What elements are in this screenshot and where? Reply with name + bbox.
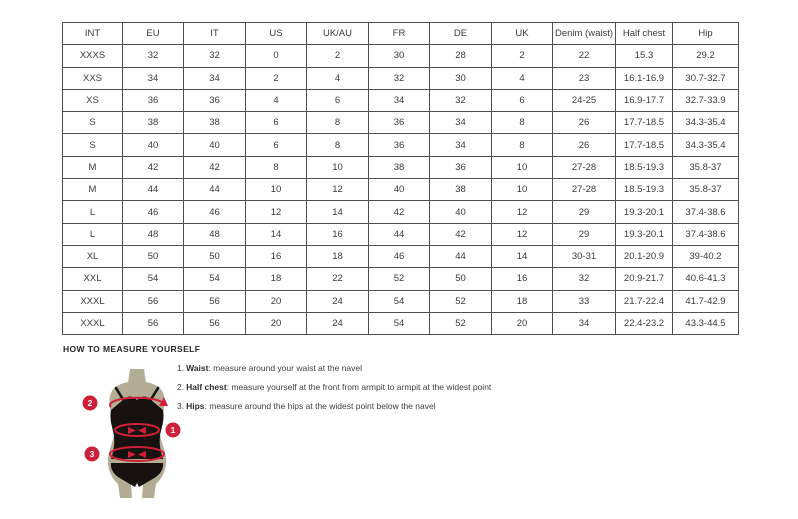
step-text: : measure around the hips at the widest point below the navel — [204, 401, 436, 411]
table-cell: 22 — [553, 45, 616, 67]
table-cell: 24 — [307, 290, 369, 312]
table-cell: XS — [63, 89, 123, 111]
step-number: 3. — [177, 401, 185, 411]
table-cell: 2 — [307, 45, 369, 67]
table-cell: 2 — [246, 67, 307, 89]
table-cell: 50 — [430, 268, 492, 290]
table-cell: 42 — [430, 223, 492, 245]
table-cell: 10 — [307, 156, 369, 178]
table-cell: 6 — [492, 89, 553, 111]
table-cell: 54 — [369, 312, 430, 334]
badge-hips-number: 3 — [89, 449, 95, 459]
table-cell: 12 — [492, 223, 553, 245]
table-cell: 28 — [430, 45, 492, 67]
table-cell: 39-40.2 — [673, 245, 739, 267]
badge-waist-number: 1 — [170, 425, 176, 435]
table-cell: 20 — [246, 290, 307, 312]
step-number: 2. — [177, 382, 185, 392]
size-chart-body — [63, 45, 739, 335]
table-cell: 10 — [492, 156, 553, 178]
table-cell: 26 — [553, 134, 616, 156]
table-cell: 42 — [184, 156, 246, 178]
table-cell: 12 — [492, 201, 553, 223]
column-header: IT — [184, 23, 246, 45]
table-cell: 38 — [184, 112, 246, 134]
table-cell: 2 — [492, 45, 553, 67]
table-cell: 19.3-20.1 — [616, 223, 673, 245]
table-cell: 23 — [553, 67, 616, 89]
table-cell: 36 — [430, 156, 492, 178]
table-cell: 52 — [430, 290, 492, 312]
table-cell: 20 — [492, 312, 553, 334]
step-text: : measure yourself at the front from armpit to armpit at the widest point — [226, 382, 492, 392]
table-cell: 34 — [184, 67, 246, 89]
table-cell: S — [63, 134, 123, 156]
table-cell: 34 — [430, 134, 492, 156]
column-header: UK — [492, 23, 553, 45]
table-row — [63, 45, 739, 67]
table-cell: 18 — [246, 268, 307, 290]
table-cell: 34 — [123, 67, 184, 89]
table-cell: 17.7-18.5 — [616, 134, 673, 156]
step-label: Half chest — [186, 382, 227, 392]
table-cell: 16 — [492, 268, 553, 290]
table-cell: 38 — [430, 179, 492, 201]
table-cell: 46 — [184, 201, 246, 223]
table-cell: 6 — [307, 89, 369, 111]
table-cell: M — [63, 179, 123, 201]
table-cell: 24 — [307, 312, 369, 334]
table-cell: 44 — [184, 179, 246, 201]
table-cell: 38 — [369, 156, 430, 178]
column-header: INT — [63, 23, 123, 45]
table-row — [63, 179, 739, 201]
step-text: : measure around your waist at the navel — [208, 363, 363, 373]
table-cell: 4 — [307, 67, 369, 89]
table-cell: 48 — [123, 223, 184, 245]
table-cell: 24-25 — [553, 89, 616, 111]
table-cell: 22 — [307, 268, 369, 290]
table-cell: 16.9-17.7 — [616, 89, 673, 111]
table-cell: 32 — [184, 45, 246, 67]
table-cell: 32 — [430, 89, 492, 111]
table-cell: 35.8-37 — [673, 156, 739, 178]
table-cell: 18.5-19.3 — [616, 156, 673, 178]
table-cell: 40 — [123, 134, 184, 156]
table-cell: 34.3-35.4 — [673, 134, 739, 156]
table-cell: 34 — [430, 112, 492, 134]
table-cell: 52 — [430, 312, 492, 334]
column-header: Hip — [673, 23, 739, 45]
table-cell: 40 — [369, 179, 430, 201]
table-cell: 14 — [492, 245, 553, 267]
table-cell: 8 — [492, 112, 553, 134]
table-cell: 30-31 — [553, 245, 616, 267]
table-cell: 12 — [307, 179, 369, 201]
table-cell: 6 — [246, 112, 307, 134]
table-cell: 46 — [123, 201, 184, 223]
table-cell: XXXL — [63, 312, 123, 334]
table-cell: 29 — [553, 223, 616, 245]
column-header: Half chest — [616, 23, 673, 45]
table-cell: 30.7-32.7 — [673, 67, 739, 89]
table-cell: 30 — [369, 45, 430, 67]
table-cell: 4 — [246, 89, 307, 111]
table-cell: 50 — [123, 245, 184, 267]
step-label: Hips — [186, 401, 205, 411]
measure-heading: HOW TO MEASURE YOURSELF — [63, 344, 201, 354]
table-cell: S — [63, 112, 123, 134]
table-cell: 54 — [123, 268, 184, 290]
table-cell: 54 — [369, 290, 430, 312]
table-cell: 14 — [307, 201, 369, 223]
table-cell: 37.4-38.6 — [673, 201, 739, 223]
table-cell: XL — [63, 245, 123, 267]
table-row — [63, 268, 739, 290]
table-cell: 16 — [246, 245, 307, 267]
table-row — [63, 223, 739, 245]
table-cell: 56 — [123, 290, 184, 312]
table-cell: 35.8-37 — [673, 179, 739, 201]
table-cell: 27-28 — [553, 156, 616, 178]
table-cell: 40.6-41.3 — [673, 268, 739, 290]
table-row — [63, 201, 739, 223]
table-cell: 37.4-38.6 — [673, 223, 739, 245]
column-header: UK/AU — [307, 23, 369, 45]
table-cell: 36 — [369, 134, 430, 156]
table-row — [63, 89, 739, 111]
table-cell: 44 — [123, 179, 184, 201]
table-cell: 34 — [369, 89, 430, 111]
badge-chest — [83, 396, 98, 411]
badge-hips — [85, 447, 100, 462]
table-cell: XXXL — [63, 290, 123, 312]
table-cell: 48 — [184, 223, 246, 245]
table-cell: 18.5-19.3 — [616, 179, 673, 201]
table-cell: 16.1-16.9 — [616, 67, 673, 89]
size-chart-header-row — [63, 23, 739, 45]
table-cell: 22.4-23.2 — [616, 312, 673, 334]
measure-step — [177, 382, 507, 392]
table-cell: 16 — [307, 223, 369, 245]
table-cell: 21.7-22.4 — [616, 290, 673, 312]
table-cell: 38 — [123, 112, 184, 134]
table-cell: 0 — [246, 45, 307, 67]
table-cell: 56 — [184, 312, 246, 334]
table-row — [63, 156, 739, 178]
table-cell: 46 — [369, 245, 430, 267]
table-cell: 20.9-21.7 — [616, 268, 673, 290]
table-cell: XXS — [63, 67, 123, 89]
table-cell: 34.3-35.4 — [673, 112, 739, 134]
table-cell: 14 — [246, 223, 307, 245]
table-cell: 27-28 — [553, 179, 616, 201]
table-cell: 20.1-20.9 — [616, 245, 673, 267]
table-cell: 8 — [307, 134, 369, 156]
table-row — [63, 112, 739, 134]
table-cell: 17.7-18.5 — [616, 112, 673, 134]
table-cell: 36 — [184, 89, 246, 111]
table-cell: 29.2 — [673, 45, 739, 67]
table-cell: 56 — [184, 290, 246, 312]
table-row — [63, 67, 739, 89]
table-row — [63, 134, 739, 156]
table-cell: 8 — [307, 112, 369, 134]
table-cell: 44 — [430, 245, 492, 267]
table-cell: 32 — [553, 268, 616, 290]
table-cell: 29 — [553, 201, 616, 223]
table-cell: 30 — [430, 67, 492, 89]
column-header: US — [246, 23, 307, 45]
table-cell: L — [63, 223, 123, 245]
badge-waist — [166, 423, 181, 438]
table-cell: 10 — [246, 179, 307, 201]
table-cell: 18 — [307, 245, 369, 267]
table-cell: 40 — [184, 134, 246, 156]
table-cell: 34 — [553, 312, 616, 334]
table-cell: L — [63, 201, 123, 223]
table-cell: 41.7-42.9 — [673, 290, 739, 312]
step-number: 1. — [177, 363, 185, 373]
table-cell: XXXS — [63, 45, 123, 67]
table-cell: 10 — [492, 179, 553, 201]
table-cell: 32.7-33.9 — [673, 89, 739, 111]
table-cell: 4 — [492, 67, 553, 89]
table-row — [63, 312, 739, 334]
table-cell: 54 — [184, 268, 246, 290]
table-cell: 15.3 — [616, 45, 673, 67]
measure-step — [177, 401, 507, 411]
table-row — [63, 245, 739, 267]
table-row — [63, 290, 739, 312]
table-cell: 36 — [123, 89, 184, 111]
table-cell: 12 — [246, 201, 307, 223]
table-cell: 18 — [492, 290, 553, 312]
table-cell: 44 — [369, 223, 430, 245]
table-cell: 26 — [553, 112, 616, 134]
size-chart-table — [62, 22, 739, 335]
table-cell: XXL — [63, 268, 123, 290]
column-header: FR — [369, 23, 430, 45]
table-cell: 56 — [123, 312, 184, 334]
table-cell: 43.3-44.5 — [673, 312, 739, 334]
table-cell: 8 — [246, 156, 307, 178]
table-cell: 50 — [184, 245, 246, 267]
badge-chest-number: 2 — [87, 398, 93, 408]
column-header: EU — [123, 23, 184, 45]
table-cell: 42 — [369, 201, 430, 223]
column-header: Denim (waist) — [553, 23, 616, 45]
table-cell: 20 — [246, 312, 307, 334]
step-label: Waist — [186, 363, 209, 373]
table-cell: 32 — [123, 45, 184, 67]
table-cell: 8 — [492, 134, 553, 156]
table-cell: 19.3-20.1 — [616, 201, 673, 223]
table-cell: M — [63, 156, 123, 178]
table-cell: 32 — [369, 67, 430, 89]
table-cell: 42 — [123, 156, 184, 178]
table-cell: 52 — [369, 268, 430, 290]
table-cell: 36 — [369, 112, 430, 134]
table-cell: 33 — [553, 290, 616, 312]
table-cell: 6 — [246, 134, 307, 156]
column-header: DE — [430, 23, 492, 45]
measure-step — [177, 363, 507, 373]
table-cell: 40 — [430, 201, 492, 223]
measure-steps — [177, 363, 507, 420]
